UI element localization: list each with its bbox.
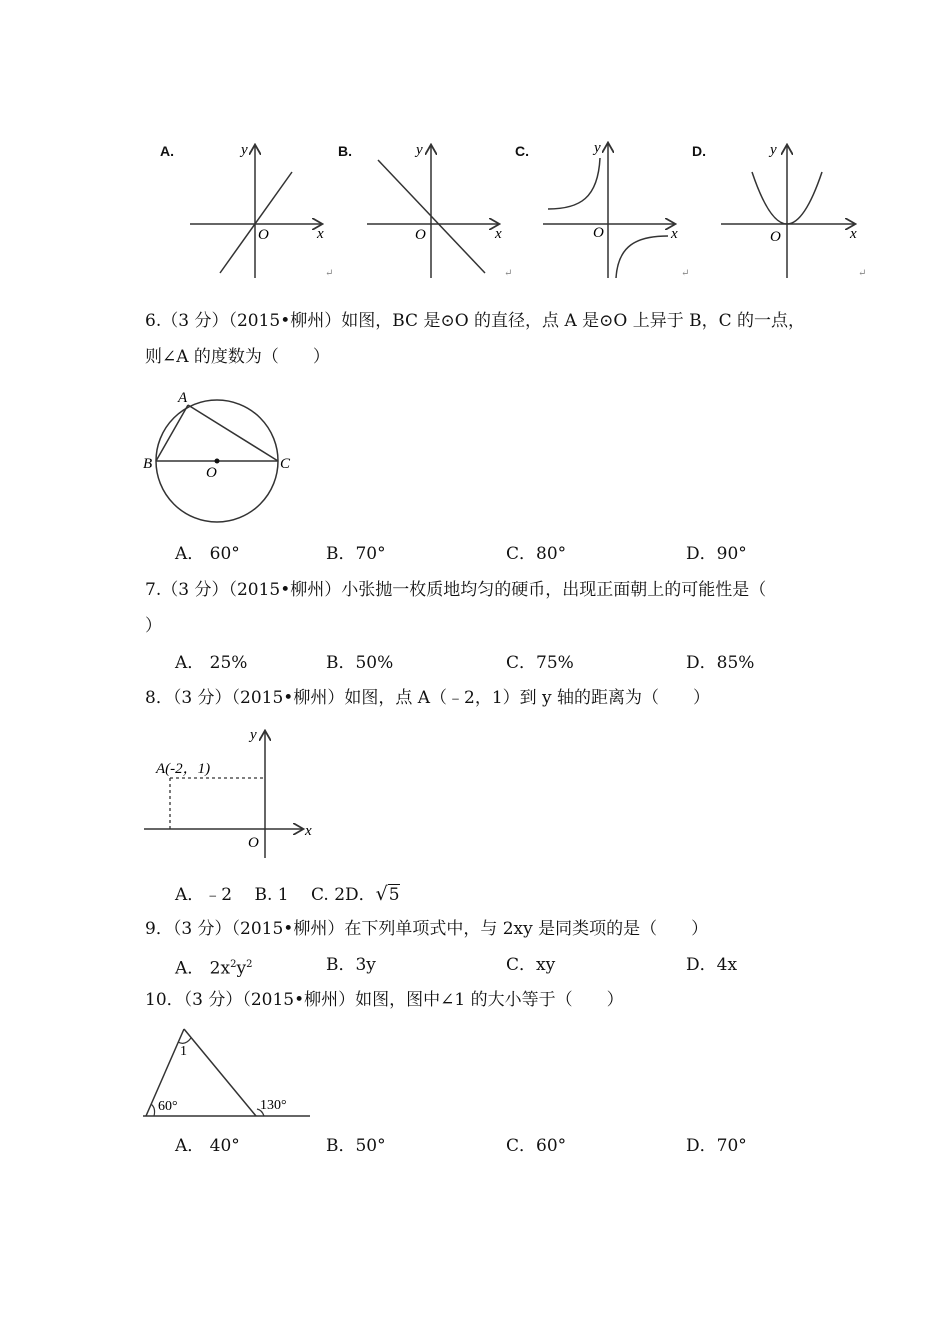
graph-c-origin-label: O <box>593 225 604 241</box>
q10-option-b[interactable]: B．50° <box>326 1136 386 1156</box>
q7-option-d[interactable]: D．85% <box>686 653 755 673</box>
graph-b-label: B. <box>338 143 352 159</box>
q6-label-a: A <box>178 390 188 406</box>
q9-option-a-prefix: A． 2x <box>175 958 231 979</box>
q9-option-a-sup1: 2 <box>230 959 237 970</box>
return-mark-icon: ↵ <box>504 268 513 279</box>
q10-label-130: 130° <box>260 1098 287 1113</box>
q8-label-x: x <box>305 823 312 839</box>
q10-option-c[interactable]: C．60° <box>506 1136 567 1156</box>
q7-stem-line2: ） <box>145 616 162 636</box>
q6-option-b[interactable]: B．70° <box>326 544 386 564</box>
q7-option-b[interactable]: B．50% <box>326 653 394 673</box>
graph-b-linear-decreasing <box>362 138 522 283</box>
graph-b-x-label: x <box>495 226 502 242</box>
return-mark-icon: ↵ <box>325 268 334 279</box>
graph-a-y-label: y <box>241 142 248 158</box>
q8-label-y: y <box>250 727 257 743</box>
graph-c-x-label: x <box>671 226 678 242</box>
q8-coordinate-figure <box>140 722 330 862</box>
q7-option-c[interactable]: C．75% <box>506 653 574 673</box>
q6-label-o: O <box>206 465 217 481</box>
q10-stem: 10．（3 分）（2015•柳州）如图，图中∠1 的大小等于（ ） <box>145 990 624 1010</box>
q6-option-a[interactable]: A． 60° <box>175 544 240 564</box>
q6-label-b: B <box>143 456 153 472</box>
q8-stem: 8．（3 分）（2015•柳州）如图，点 A（﹣2，1）到 y 轴的距离为（ ） <box>145 688 711 708</box>
sqrt-symbol: √ <box>375 883 388 905</box>
q6-stem-line1: 6.（3 分）（2015•柳州）如图，BC 是⊙O 的直径，点 A 是⊙O 上异于 B，C 的一点， <box>145 311 806 331</box>
graph-c-label: C. <box>515 143 529 159</box>
graph-b-origin-label: O <box>415 227 426 243</box>
q9-option-a-sup2: 2 <box>246 959 253 970</box>
q8-radicand: 5 <box>388 885 400 905</box>
q9-option-c[interactable]: C．xy <box>506 955 556 975</box>
graph-d-label: D. <box>692 143 706 159</box>
q6-option-c[interactable]: C．80° <box>506 544 567 564</box>
q7-option-a[interactable]: A． 25% <box>175 653 248 673</box>
graph-d-origin-label: O <box>770 229 781 245</box>
q10-option-a[interactable]: A． 40° <box>175 1136 240 1156</box>
graph-d-y-label: y <box>770 142 777 158</box>
graph-a-origin-label: O <box>258 227 269 243</box>
graph-d-parabola <box>718 138 878 283</box>
graph-a-linear-increasing <box>185 138 345 283</box>
q9-option-b[interactable]: B．3y <box>326 955 376 975</box>
q9-option-d[interactable]: D．4x <box>686 955 738 975</box>
graph-a-x-label: x <box>317 226 324 242</box>
q9-option-a[interactable] <box>175 955 252 979</box>
q10-triangle-figure <box>140 1022 315 1122</box>
q10-option-d[interactable]: D．70° <box>686 1136 747 1156</box>
q8-options[interactable] <box>175 884 400 905</box>
graph-c-y-label: y <box>594 140 601 156</box>
return-mark-icon: ↵ <box>858 268 867 279</box>
q8-options-text: A．﹣2 B. 1 C. 2D． <box>175 885 376 905</box>
q8-label-o: O <box>248 835 259 851</box>
graph-d-x-label: x <box>850 226 857 242</box>
graph-a-label: A. <box>160 143 174 159</box>
q9-stem: 9．（3 分）（2015•柳州）在下列单项式中，与 2xy 是同类项的是（ ） <box>145 919 709 939</box>
q6-option-d[interactable]: D．90° <box>686 544 747 564</box>
return-mark-icon: ↵ <box>681 268 690 279</box>
q6-circle-figure <box>138 385 298 530</box>
q7-stem-line1: 7.（3 分）（2015•柳州）小张抛一枚质地均匀的硬币，出现正面朝上的可能性是（ <box>145 580 767 600</box>
q10-label-60: 60° <box>158 1099 178 1114</box>
q8-label-point-a: A(-2，1) <box>156 761 211 777</box>
q9-option-a-mid: y <box>236 958 247 979</box>
q6-label-c: C <box>280 456 291 472</box>
graph-b-y-label: y <box>416 142 423 158</box>
q6-stem-line2: 则∠A 的度数为（ ） <box>145 347 330 367</box>
graph-c-hyperbola <box>540 136 700 283</box>
q10-label-angle1: 1 <box>180 1044 187 1059</box>
